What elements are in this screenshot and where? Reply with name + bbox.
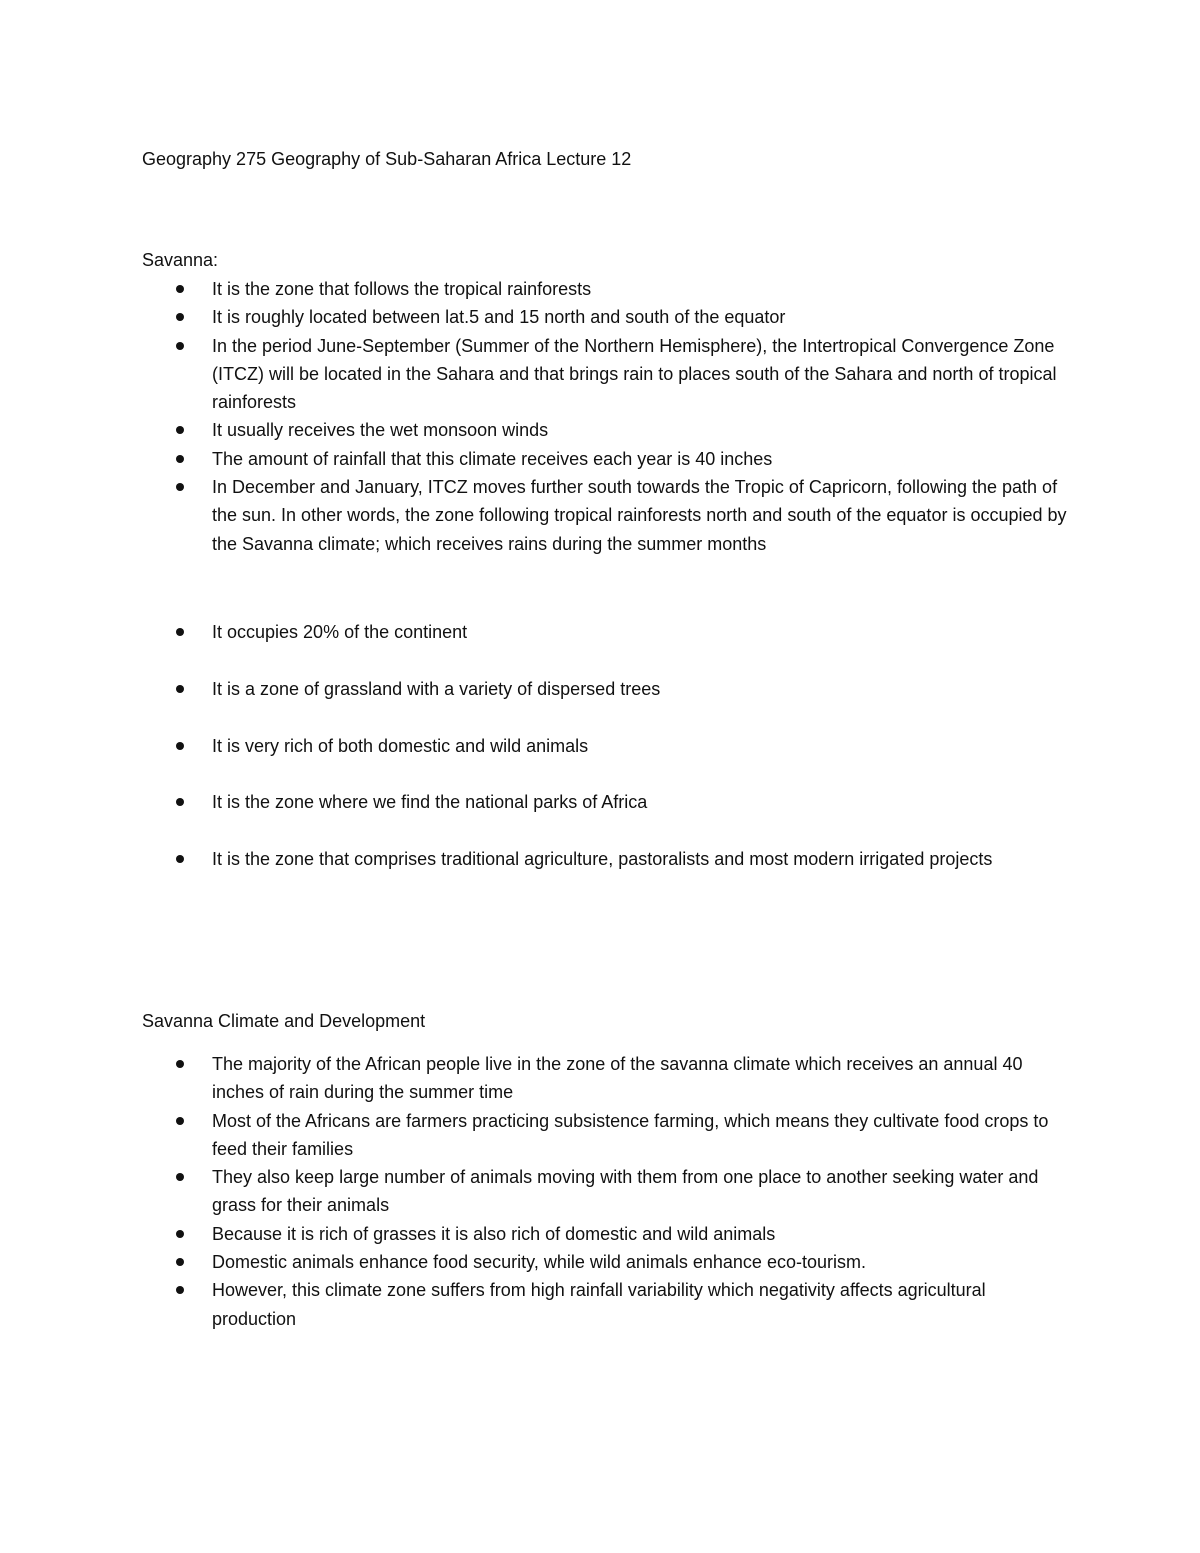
list-item: The amount of rainfall that this climate receives each year is 40 inches bbox=[0, 445, 1200, 473]
list-item: It is the zone that comprises traditional agriculture, pastoralists and most modern irrigated projects bbox=[0, 845, 1200, 873]
list-item: It is very rich of both domestic and wild animals bbox=[0, 732, 1200, 760]
list-item: It is roughly located between lat.5 and 15 north and south of the equator bbox=[0, 303, 1200, 331]
bullet-icon bbox=[176, 455, 184, 463]
list-item: It occupies 20% of the continent bbox=[0, 618, 1200, 646]
list-item: It usually receives the wet monsoon winds bbox=[0, 416, 1200, 444]
bullet-icon bbox=[176, 798, 184, 806]
savanna-features-list bbox=[0, 618, 1200, 902]
list-item: However, this climate zone suffers from high rainfall variability which negativity affects agricultural production bbox=[0, 1276, 1200, 1333]
section-heading-climate-development: Savanna Climate and Development bbox=[142, 1011, 426, 1031]
list-item: They also keep large number of animals moving with them from one place to another seeking water and grass for their animals bbox=[0, 1163, 1200, 1220]
list-item: Domestic animals enhance food security, while wild animals enhance eco-tourism. bbox=[0, 1248, 1200, 1276]
list-item: Most of the Africans are farmers practicing subsistence farming, which means they cultivate food crops to feed their families bbox=[0, 1107, 1200, 1164]
list-item: In December and January, ITCZ moves further south towards the Tropic of Capricorn, following the path of the sun. In other words, the zone following tropical rainforests north and south of the equator is occupied by the Savanna climate; which receives rains during the summer months bbox=[0, 473, 1200, 558]
bullet-icon bbox=[176, 628, 184, 636]
bullet-icon bbox=[176, 742, 184, 750]
bullet-icon bbox=[176, 285, 184, 293]
bullet-icon bbox=[176, 1258, 184, 1266]
section-heading-savanna: Savanna: bbox=[142, 250, 219, 270]
list-item: It is the zone where we find the national parks of Africa bbox=[0, 788, 1200, 816]
list-item: Because it is rich of grasses it is also rich of domestic and wild animals bbox=[0, 1220, 1200, 1248]
bullet-icon bbox=[176, 1173, 184, 1181]
bullet-icon bbox=[176, 855, 184, 863]
bullet-icon bbox=[176, 342, 184, 350]
climate-development-bullet-list bbox=[0, 1050, 1200, 1333]
list-item: The majority of the African people live in the zone of the savanna climate which receives an annual 40 inches of rain during the summer time bbox=[0, 1050, 1200, 1107]
bullet-icon bbox=[176, 313, 184, 321]
bullet-icon bbox=[176, 1117, 184, 1125]
bullet-icon bbox=[176, 685, 184, 693]
bullet-icon bbox=[176, 1060, 184, 1068]
bullet-icon bbox=[176, 1286, 184, 1294]
list-item: In the period June-September (Summer of the Northern Hemisphere), the Intertropical Convergence Zone (ITCZ) will be located in the Sahara and that brings rain to places south of the Sahara and north of tropical rainforests bbox=[0, 332, 1200, 417]
bullet-icon bbox=[176, 1230, 184, 1238]
list-item: It is the zone that follows the tropical rainforests bbox=[0, 275, 1200, 303]
savanna-bullet-list bbox=[0, 275, 1200, 558]
list-item: It is a zone of grassland with a variety of dispersed trees bbox=[0, 675, 1200, 703]
bullet-icon bbox=[176, 483, 184, 491]
bullet-icon bbox=[176, 426, 184, 434]
document-title: Geography 275 Geography of Sub-Saharan Africa Lecture 12 bbox=[142, 149, 632, 169]
